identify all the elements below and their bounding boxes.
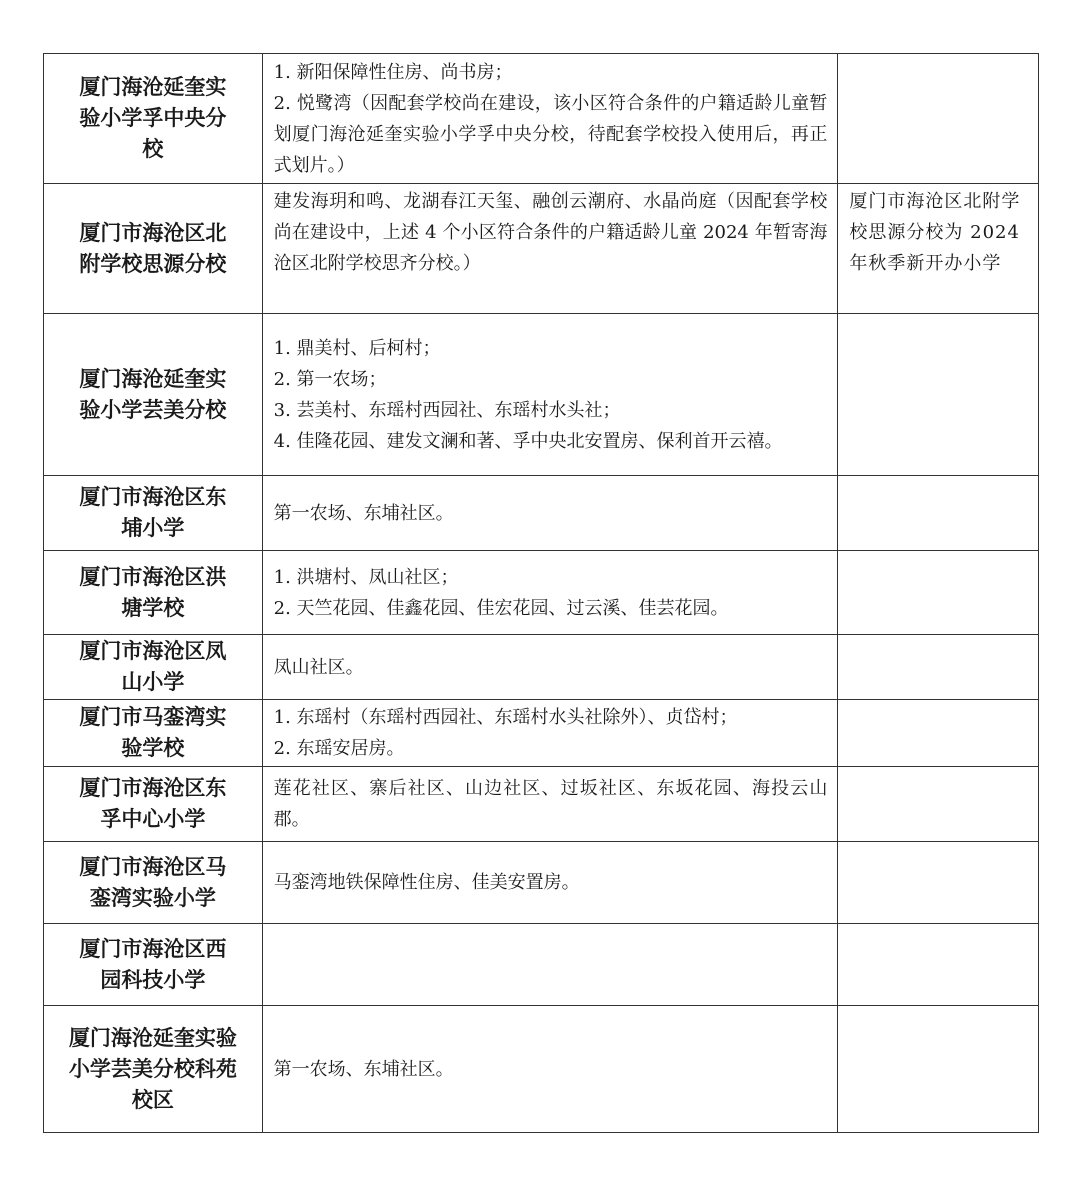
zone-cell (262, 314, 838, 476)
table-row (44, 842, 1039, 924)
table-row (44, 635, 1039, 700)
zone-line: 第一农场、东埔社区。 (273, 1058, 454, 1080)
zone-cell (262, 54, 838, 184)
zone-line: 1. 洪塘村、凤山社区； (273, 566, 459, 588)
school-name: 厦门海沧延奎实验小学孚中央分校 (79, 75, 227, 161)
zone-line: 1. 东瑶村（东瑶村西园社、东瑶村水头社除外）、贞岱村； (273, 707, 738, 728)
school-name-cell (44, 635, 263, 700)
zone-line: 马銮湾地铁保障性住房、佳美安置房。 (273, 872, 580, 893)
school-name: 厦门海沧延奎实验小学芸美分校 (79, 366, 227, 422)
zone-cell (262, 1006, 838, 1133)
table-row (44, 1006, 1039, 1133)
school-name: 厦门市海沧区凤山小学 (79, 639, 227, 694)
zone-line: 1. 鼎美村、后柯村； (273, 337, 441, 359)
school-name-cell (44, 1006, 263, 1133)
note-cell (838, 314, 1039, 476)
zone-line: 2. 天竺花园、佳鑫花园、佳宏花园、过云溪、佳芸花园。 (273, 597, 729, 619)
zone-cell (262, 700, 838, 767)
note-cell (838, 184, 1039, 314)
note-cell (838, 924, 1039, 1006)
note-cell (838, 635, 1039, 700)
school-name: 厦门市海沧区东埔小学 (79, 485, 227, 540)
school-name: 厦门市海沧区洪塘学校 (79, 564, 227, 620)
zone-line: 第一农场、东埔社区。 (273, 502, 454, 524)
zone-cell (262, 184, 838, 314)
school-name: 厦门市海沧区马銮湾实验小学 (79, 854, 227, 910)
zone-line: 1. 新阳保障性住房、尚书房； (273, 61, 513, 83)
school-name-cell (44, 476, 263, 551)
zone-line: 凤山社区。 (273, 656, 364, 678)
zone-line: 2. 第一农场； (273, 368, 387, 390)
school-name-cell (44, 184, 263, 314)
school-name-cell (44, 767, 263, 842)
table-row (44, 476, 1039, 551)
zone-cell (262, 924, 838, 1006)
note-cell (838, 476, 1039, 551)
zone-line: 4. 佳隆花园、建发文澜和著、孚中央北安置房、保利首开云禧。 (273, 430, 783, 452)
school-name: 厦门市马銮湾实验学校 (79, 705, 227, 760)
note-cell (838, 551, 1039, 635)
enrollment-zone-table (43, 53, 1039, 1133)
zone-cell (262, 551, 838, 635)
table-row (44, 700, 1039, 767)
table-row (44, 314, 1039, 476)
table-row (44, 924, 1039, 1006)
note-cell (838, 700, 1039, 767)
school-name: 厦门市海沧区西园科技小学 (79, 936, 227, 992)
note-cell (838, 767, 1039, 842)
school-name-cell (44, 842, 263, 924)
table-row (44, 54, 1039, 184)
zone-line: 莲花社区、寨后社区、山边社区、过坂社区、东坂花园、海投云山郡。 (273, 778, 828, 830)
school-name: 厦门海沧延奎实验小学芸美分校科苑校区 (68, 1025, 237, 1112)
zone-cell (262, 476, 838, 551)
zone-line: 2. 东瑶安居房。 (273, 738, 405, 759)
school-name-cell (44, 551, 263, 635)
zone-line: 3. 芸美村、东瑶村西园社、东瑶村水头社； (273, 399, 621, 421)
note-cell (838, 54, 1039, 184)
school-name: 厦门市海沧区北附学校思源分校 (79, 220, 227, 276)
school-name-cell (44, 924, 263, 1006)
school-name-cell (44, 54, 263, 184)
school-name: 厦门市海沧区东孚中心小学 (79, 776, 227, 831)
table-row (44, 767, 1039, 842)
zone-cell (262, 842, 838, 924)
zone-cell (262, 635, 838, 700)
table-row (44, 551, 1039, 635)
note-cell (838, 842, 1039, 924)
note-cell (838, 1006, 1039, 1133)
zone-line: 建发海玥和鸣、龙湖春江天玺、融创云潮府、水晶尚庭（因配套学校尚在建设中，上述 4 个小区符合条件的户籍适龄儿童 2024 年暂寄海沧区北附学校思齐分校。） (273, 191, 828, 274)
zone-cell (262, 767, 838, 842)
school-name-cell (44, 314, 263, 476)
note-text: 厦门市海沧区北附学校思源分校为 2024 年秋季新开办小学 (849, 191, 1021, 274)
school-name-cell (44, 700, 263, 767)
zone-line: 2. 悦鹭湾（因配套学校尚在建设，该小区符合条件的户籍适龄儿童暂划厦门海沧延奎实验小学孚中央分校，待配套学校投入使用后，再正式划片。） (273, 92, 828, 176)
table-row (44, 184, 1039, 314)
